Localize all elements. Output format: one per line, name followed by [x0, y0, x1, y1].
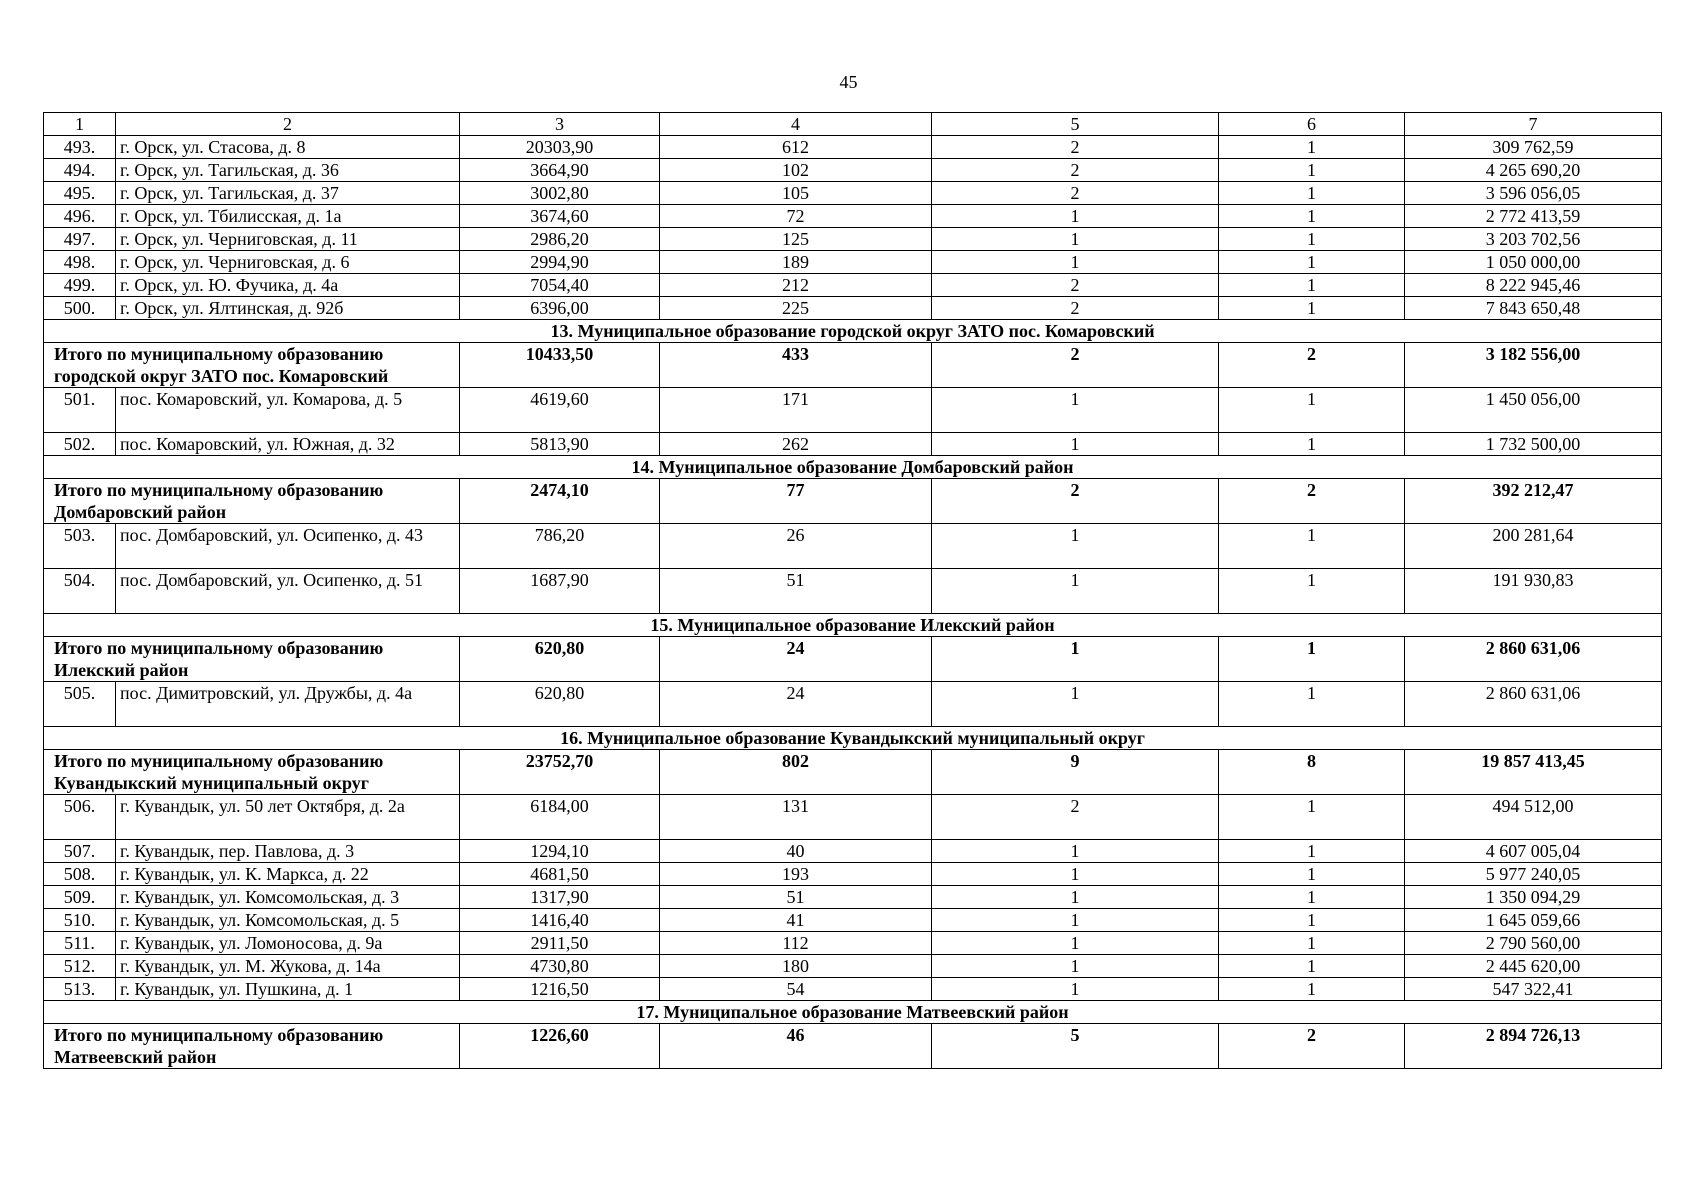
total-row [44, 479, 1662, 524]
col5-cell: 1 [932, 863, 1219, 886]
address-cell: г. Кувандык, ул. К. Маркса, д. 22 [116, 863, 460, 886]
col5-cell: 1 [932, 909, 1219, 932]
col5-cell: 1 [932, 886, 1219, 909]
col6-cell: 1 [1219, 274, 1405, 297]
col5-cell: 1 [932, 251, 1219, 274]
table-row [44, 228, 1662, 251]
col5-cell: 1 [932, 433, 1219, 456]
total-label: Итого по муниципальному образованию Кувандыкский муниципальный округ [44, 750, 460, 795]
table-row [44, 251, 1662, 274]
area-cell: 6396,00 [460, 297, 660, 320]
total-col6: 8 [1219, 750, 1405, 795]
col4-cell: 193 [660, 863, 932, 886]
col4-cell: 112 [660, 932, 932, 955]
area-cell: 620,80 [460, 682, 660, 727]
area-cell: 4730,80 [460, 955, 660, 978]
total-area: 2474,10 [460, 479, 660, 524]
col6-cell: 1 [1219, 205, 1405, 228]
table-row [44, 682, 1662, 727]
cost-cell: 4 607 005,04 [1405, 840, 1662, 863]
total-col4: 24 [660, 637, 932, 682]
cost-cell: 1 732 500,00 [1405, 433, 1662, 456]
total-cost: 19 857 413,45 [1405, 750, 1662, 795]
col4-cell: 51 [660, 886, 932, 909]
col4-cell: 41 [660, 909, 932, 932]
total-cost: 2 860 631,06 [1405, 637, 1662, 682]
total-col6: 1 [1219, 637, 1405, 682]
address-cell: пос. Комаровский, ул. Южная, д. 32 [116, 433, 460, 456]
cost-cell: 200 281,64 [1405, 524, 1662, 569]
page-number: 45 [839, 72, 858, 92]
col5-cell: 2 [932, 297, 1219, 320]
table-row [44, 886, 1662, 909]
total-col5: 9 [932, 750, 1219, 795]
total-area: 10433,50 [460, 343, 660, 388]
table-row [44, 205, 1662, 228]
table-row [44, 863, 1662, 886]
col4-cell: 105 [660, 182, 932, 205]
row-number: 505. [44, 682, 116, 727]
table-row [44, 955, 1662, 978]
cost-cell: 309 762,59 [1405, 136, 1662, 159]
col6-cell: 1 [1219, 909, 1405, 932]
cost-cell: 2 772 413,59 [1405, 205, 1662, 228]
col5-cell: 1 [932, 682, 1219, 727]
col6-cell: 1 [1219, 569, 1405, 614]
column-numbers-row [44, 113, 1662, 136]
address-cell: г. Орск, ул. Стасова, д. 8 [116, 136, 460, 159]
row-number: 497. [44, 228, 116, 251]
table-row [44, 297, 1662, 320]
row-number: 502. [44, 433, 116, 456]
address-cell: пос. Димитровский, ул. Дружбы, д. 4а [116, 682, 460, 727]
col6-cell: 1 [1219, 863, 1405, 886]
table-row [44, 136, 1662, 159]
total-label: Итого по муниципальному образованию Илекский район [44, 637, 460, 682]
cost-cell: 2 790 560,00 [1405, 932, 1662, 955]
col5-cell: 1 [932, 205, 1219, 228]
column-header: 2 [116, 113, 460, 136]
col5-cell: 1 [932, 955, 1219, 978]
area-cell: 3664,90 [460, 159, 660, 182]
section-title: 15. Муниципальное образование Илекский район [44, 614, 1662, 637]
area-cell: 1416,40 [460, 909, 660, 932]
col5-cell: 1 [932, 388, 1219, 433]
table-row [44, 388, 1662, 433]
table-body [44, 136, 1662, 1069]
row-number: 495. [44, 182, 116, 205]
total-row [44, 343, 1662, 388]
col4-cell: 262 [660, 433, 932, 456]
col4-cell: 24 [660, 682, 932, 727]
col6-cell: 1 [1219, 228, 1405, 251]
area-cell: 2994,90 [460, 251, 660, 274]
col4-cell: 72 [660, 205, 932, 228]
area-cell: 20303,90 [460, 136, 660, 159]
address-cell: пос. Домбаровский, ул. Осипенко, д. 43 [116, 524, 460, 569]
row-number: 513. [44, 978, 116, 1001]
cost-cell: 1 645 059,66 [1405, 909, 1662, 932]
address-cell: г. Орск, ул. Ялтинская, д. 92б [116, 297, 460, 320]
column-header: 4 [660, 113, 932, 136]
cost-cell: 1 050 000,00 [1405, 251, 1662, 274]
col5-cell: 1 [932, 524, 1219, 569]
col6-cell: 1 [1219, 136, 1405, 159]
cost-cell: 7 843 650,48 [1405, 297, 1662, 320]
section-title: 17. Муниципальное образование Матвеевский район [44, 1001, 1662, 1024]
total-col4: 77 [660, 479, 932, 524]
total-label: Итого по муниципальному образованию Домбаровский район [44, 479, 460, 524]
col6-cell: 1 [1219, 955, 1405, 978]
total-area: 1226,60 [460, 1024, 660, 1069]
col4-cell: 54 [660, 978, 932, 1001]
cost-cell: 2 860 631,06 [1405, 682, 1662, 727]
total-col6: 2 [1219, 343, 1405, 388]
col4-cell: 180 [660, 955, 932, 978]
cost-cell: 191 930,83 [1405, 569, 1662, 614]
row-number: 510. [44, 909, 116, 932]
total-area: 620,80 [460, 637, 660, 682]
col6-cell: 1 [1219, 524, 1405, 569]
address-cell: г. Орск, ул. Черниговская, д. 11 [116, 228, 460, 251]
row-number: 512. [44, 955, 116, 978]
col5-cell: 1 [932, 228, 1219, 251]
table-row [44, 569, 1662, 614]
area-cell: 2986,20 [460, 228, 660, 251]
address-cell: г. Кувандык, ул. Ломоносова, д. 9а [116, 932, 460, 955]
col5-cell: 1 [932, 978, 1219, 1001]
col6-cell: 1 [1219, 978, 1405, 1001]
section-header-row [44, 320, 1662, 343]
col6-cell: 1 [1219, 182, 1405, 205]
address-cell: г. Кувандык, пер. Павлова, д. 3 [116, 840, 460, 863]
table-row [44, 159, 1662, 182]
address-cell: г. Кувандык, ул. Комсомольская, д. 5 [116, 909, 460, 932]
area-cell: 6184,00 [460, 795, 660, 840]
section-header-row [44, 1001, 1662, 1024]
row-number: 499. [44, 274, 116, 297]
area-cell: 1317,90 [460, 886, 660, 909]
col6-cell: 1 [1219, 932, 1405, 955]
address-cell: г. Кувандык, ул. Комсомольская, д. 3 [116, 886, 460, 909]
col4-cell: 51 [660, 569, 932, 614]
row-number: 509. [44, 886, 116, 909]
total-col5: 2 [932, 343, 1219, 388]
section-title: 14. Муниципальное образование Домбаровский район [44, 456, 1662, 479]
row-number: 511. [44, 932, 116, 955]
area-cell: 1687,90 [460, 569, 660, 614]
col4-cell: 212 [660, 274, 932, 297]
cost-cell: 547 322,41 [1405, 978, 1662, 1001]
col5-cell: 2 [932, 136, 1219, 159]
col6-cell: 1 [1219, 297, 1405, 320]
row-number: 493. [44, 136, 116, 159]
area-cell: 786,20 [460, 524, 660, 569]
col5-cell: 2 [932, 795, 1219, 840]
row-number: 500. [44, 297, 116, 320]
col4-cell: 26 [660, 524, 932, 569]
table-row [44, 433, 1662, 456]
total-col4: 46 [660, 1024, 932, 1069]
total-col4: 802 [660, 750, 932, 795]
address-cell: г. Орск, ул. Ю. Фучика, д. 4а [116, 274, 460, 297]
total-col4: 433 [660, 343, 932, 388]
table-row [44, 274, 1662, 297]
cost-cell: 1 350 094,29 [1405, 886, 1662, 909]
col5-cell: 1 [932, 932, 1219, 955]
col6-cell: 1 [1219, 886, 1405, 909]
section-header-row [44, 727, 1662, 750]
total-col6: 2 [1219, 1024, 1405, 1069]
section-header-row [44, 614, 1662, 637]
row-number: 501. [44, 388, 116, 433]
col4-cell: 171 [660, 388, 932, 433]
col5-cell: 2 [932, 274, 1219, 297]
total-cost: 392 212,47 [1405, 479, 1662, 524]
total-row [44, 1024, 1662, 1069]
row-number: 506. [44, 795, 116, 840]
cost-cell: 3 203 702,56 [1405, 228, 1662, 251]
col5-cell: 2 [932, 159, 1219, 182]
area-cell: 4619,60 [460, 388, 660, 433]
col6-cell: 1 [1219, 433, 1405, 456]
cost-cell: 2 445 620,00 [1405, 955, 1662, 978]
col4-cell: 40 [660, 840, 932, 863]
area-cell: 7054,40 [460, 274, 660, 297]
cost-cell: 8 222 945,46 [1405, 274, 1662, 297]
area-cell: 3674,60 [460, 205, 660, 228]
table-row [44, 909, 1662, 932]
address-cell: пос. Домбаровский, ул. Осипенко, д. 51 [116, 569, 460, 614]
total-cost: 2 894 726,13 [1405, 1024, 1662, 1069]
col6-cell: 1 [1219, 251, 1405, 274]
total-row [44, 637, 1662, 682]
column-header: 1 [44, 113, 116, 136]
col4-cell: 131 [660, 795, 932, 840]
col4-cell: 612 [660, 136, 932, 159]
col6-cell: 1 [1219, 795, 1405, 840]
col6-cell: 1 [1219, 388, 1405, 433]
cost-cell: 5 977 240,05 [1405, 863, 1662, 886]
total-col5: 1 [932, 637, 1219, 682]
column-header: 5 [932, 113, 1219, 136]
area-cell: 2911,50 [460, 932, 660, 955]
col4-cell: 189 [660, 251, 932, 274]
row-number: 504. [44, 569, 116, 614]
area-cell: 4681,50 [460, 863, 660, 886]
cost-cell: 3 596 056,05 [1405, 182, 1662, 205]
total-label: Итого по муниципальному образованию городской округ ЗАТО пос. Комаровский [44, 343, 460, 388]
area-cell: 1216,50 [460, 978, 660, 1001]
row-number: 498. [44, 251, 116, 274]
area-cell: 5813,90 [460, 433, 660, 456]
total-col5: 2 [932, 479, 1219, 524]
col4-cell: 125 [660, 228, 932, 251]
col6-cell: 1 [1219, 159, 1405, 182]
address-cell: г. Орск, ул. Тагильская, д. 37 [116, 182, 460, 205]
column-header: 7 [1405, 113, 1662, 136]
row-number: 503. [44, 524, 116, 569]
table-row [44, 524, 1662, 569]
col5-cell: 1 [932, 569, 1219, 614]
col4-cell: 102 [660, 159, 932, 182]
address-cell: г. Кувандык, ул. Пушкина, д. 1 [116, 978, 460, 1001]
col4-cell: 225 [660, 297, 932, 320]
total-label: Итого по муниципальному образованию Матвеевский район [44, 1024, 460, 1069]
table-row [44, 795, 1662, 840]
table-row [44, 840, 1662, 863]
cost-cell: 494 512,00 [1405, 795, 1662, 840]
total-col5: 5 [932, 1024, 1219, 1069]
address-cell: г. Орск, ул. Тбилисская, д. 1а [116, 205, 460, 228]
cost-cell: 1 450 056,00 [1405, 388, 1662, 433]
table-row [44, 932, 1662, 955]
section-header-row [44, 456, 1662, 479]
col5-cell: 2 [932, 182, 1219, 205]
row-number: 508. [44, 863, 116, 886]
row-number: 494. [44, 159, 116, 182]
total-row [44, 750, 1662, 795]
col6-cell: 1 [1219, 682, 1405, 727]
section-title: 13. Муниципальное образование городской округ ЗАТО пос. Комаровский [44, 320, 1662, 343]
col5-cell: 1 [932, 840, 1219, 863]
total-col6: 2 [1219, 479, 1405, 524]
address-cell: г. Кувандык, ул. М. Жукова, д. 14а [116, 955, 460, 978]
table-row [44, 182, 1662, 205]
address-cell: г. Кувандык, ул. 50 лет Октября, д. 2а [116, 795, 460, 840]
total-cost: 3 182 556,00 [1405, 343, 1662, 388]
row-number: 496. [44, 205, 116, 228]
address-cell: г. Орск, ул. Тагильская, д. 36 [116, 159, 460, 182]
section-title: 16. Муниципальное образование Кувандыкский муниципальный округ [44, 727, 1662, 750]
table-row [44, 978, 1662, 1001]
col6-cell: 1 [1219, 840, 1405, 863]
total-area: 23752,70 [460, 750, 660, 795]
data-table [43, 112, 1662, 1069]
area-cell: 1294,10 [460, 840, 660, 863]
column-header: 6 [1219, 113, 1405, 136]
address-cell: пос. Комаровский, ул. Комарова, д. 5 [116, 388, 460, 433]
area-cell: 3002,80 [460, 182, 660, 205]
address-cell: г. Орск, ул. Черниговская, д. 6 [116, 251, 460, 274]
cost-cell: 4 265 690,20 [1405, 159, 1662, 182]
column-header: 3 [460, 113, 660, 136]
row-number: 507. [44, 840, 116, 863]
